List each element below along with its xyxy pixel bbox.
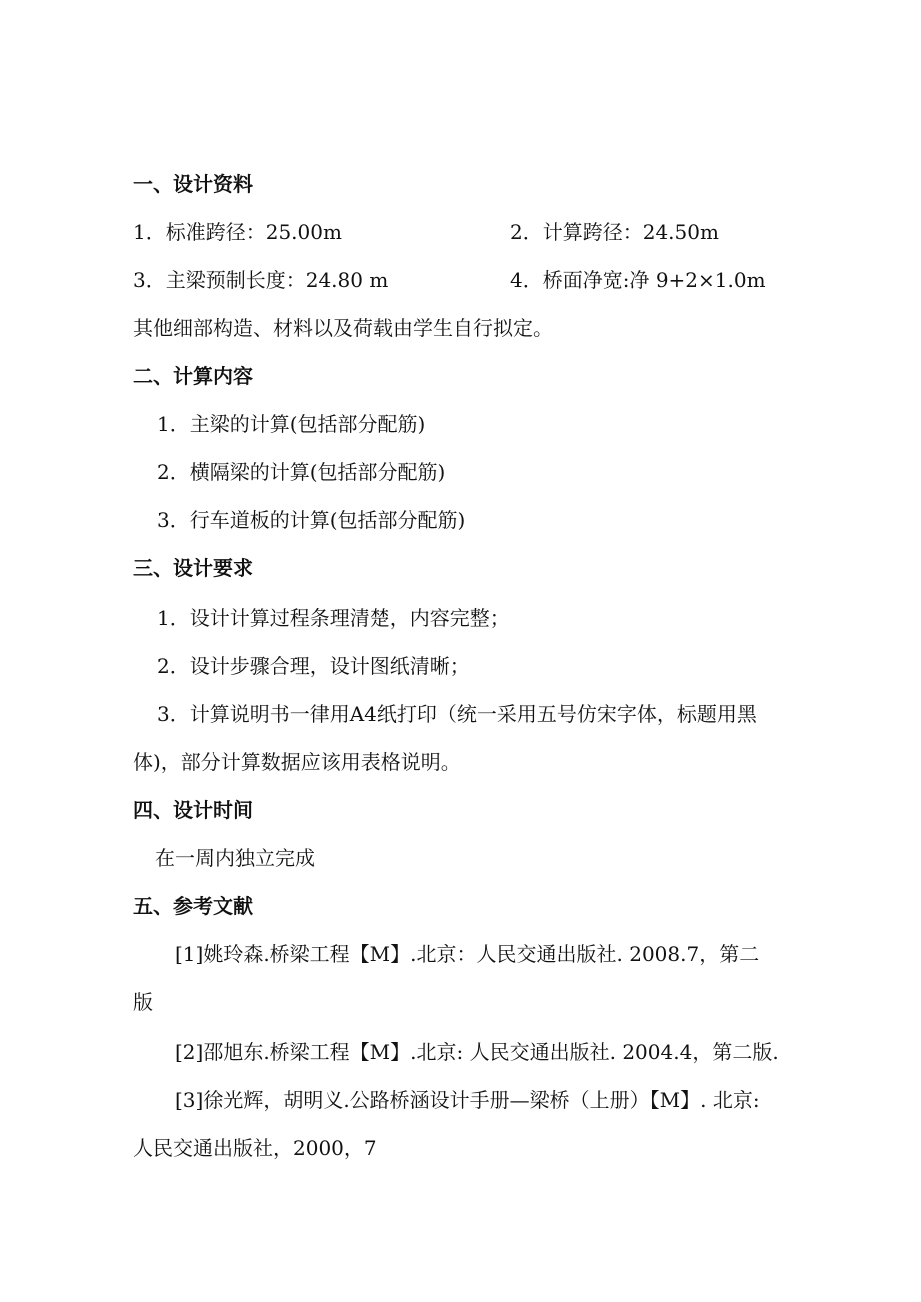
requirement-item: 2．设计步骤合理，设计图纸清晰； <box>157 654 470 678</box>
section-2-heading: 二、计算内容 <box>133 364 253 388</box>
reference-item: [1]姚玲森.桥梁工程【M】.北京：人民交通出版社. 2008.7，第二 <box>175 942 760 966</box>
section-3-heading: 三、设计要求 <box>133 556 253 580</box>
reference-item: [2]邵旭东.桥梁工程【M】.北京: 人民交通出版社. 2004.4，第二版. <box>175 1040 779 1064</box>
requirement-item-continuation: 体)，部分计算数据应该用表格说明。 <box>133 750 461 774</box>
section-4-heading: 四、设计时间 <box>133 798 253 822</box>
requirement-item: 1．设计计算过程条理清楚，内容完整； <box>157 606 510 630</box>
section-5-heading: 五、参考文献 <box>133 894 253 918</box>
spec-item-beam-length: 3．主梁预制长度：24.80 m <box>133 268 389 292</box>
requirement-item: 3．计算说明书一律用A4纸打印（统一采用五号仿宋字体，标题用黑 <box>157 702 757 726</box>
section-1-heading: 一、设计资料 <box>133 172 253 196</box>
reference-item-continuation: 人民交通出版社，2000，7 <box>133 1136 377 1160</box>
design-time-text: 在一周内独立完成 <box>155 846 315 870</box>
calc-item: 3．行车道板的计算(包括部分配筋) <box>157 508 466 532</box>
reference-item-continuation: 版 <box>133 990 153 1014</box>
section-1-note: 其他细部构造、材料以及荷载由学生自行拟定。 <box>133 316 553 340</box>
spec-item-standard-span: 1．标准跨径：25.00m <box>133 220 342 244</box>
spec-item-calc-span: 2．计算跨径：24.50m <box>510 220 719 244</box>
spec-item-deck-width: 4．桥面净宽:净 9+2×1.0m <box>510 268 766 292</box>
calc-item: 2．横隔梁的计算(包括部分配筋) <box>157 460 446 484</box>
reference-item: [3]徐光辉，胡明义.公路桥涵设计手册—梁桥（上册）【M】. 北京: <box>175 1088 760 1112</box>
calc-item: 1．主梁的计算(包括部分配筋) <box>157 412 426 436</box>
